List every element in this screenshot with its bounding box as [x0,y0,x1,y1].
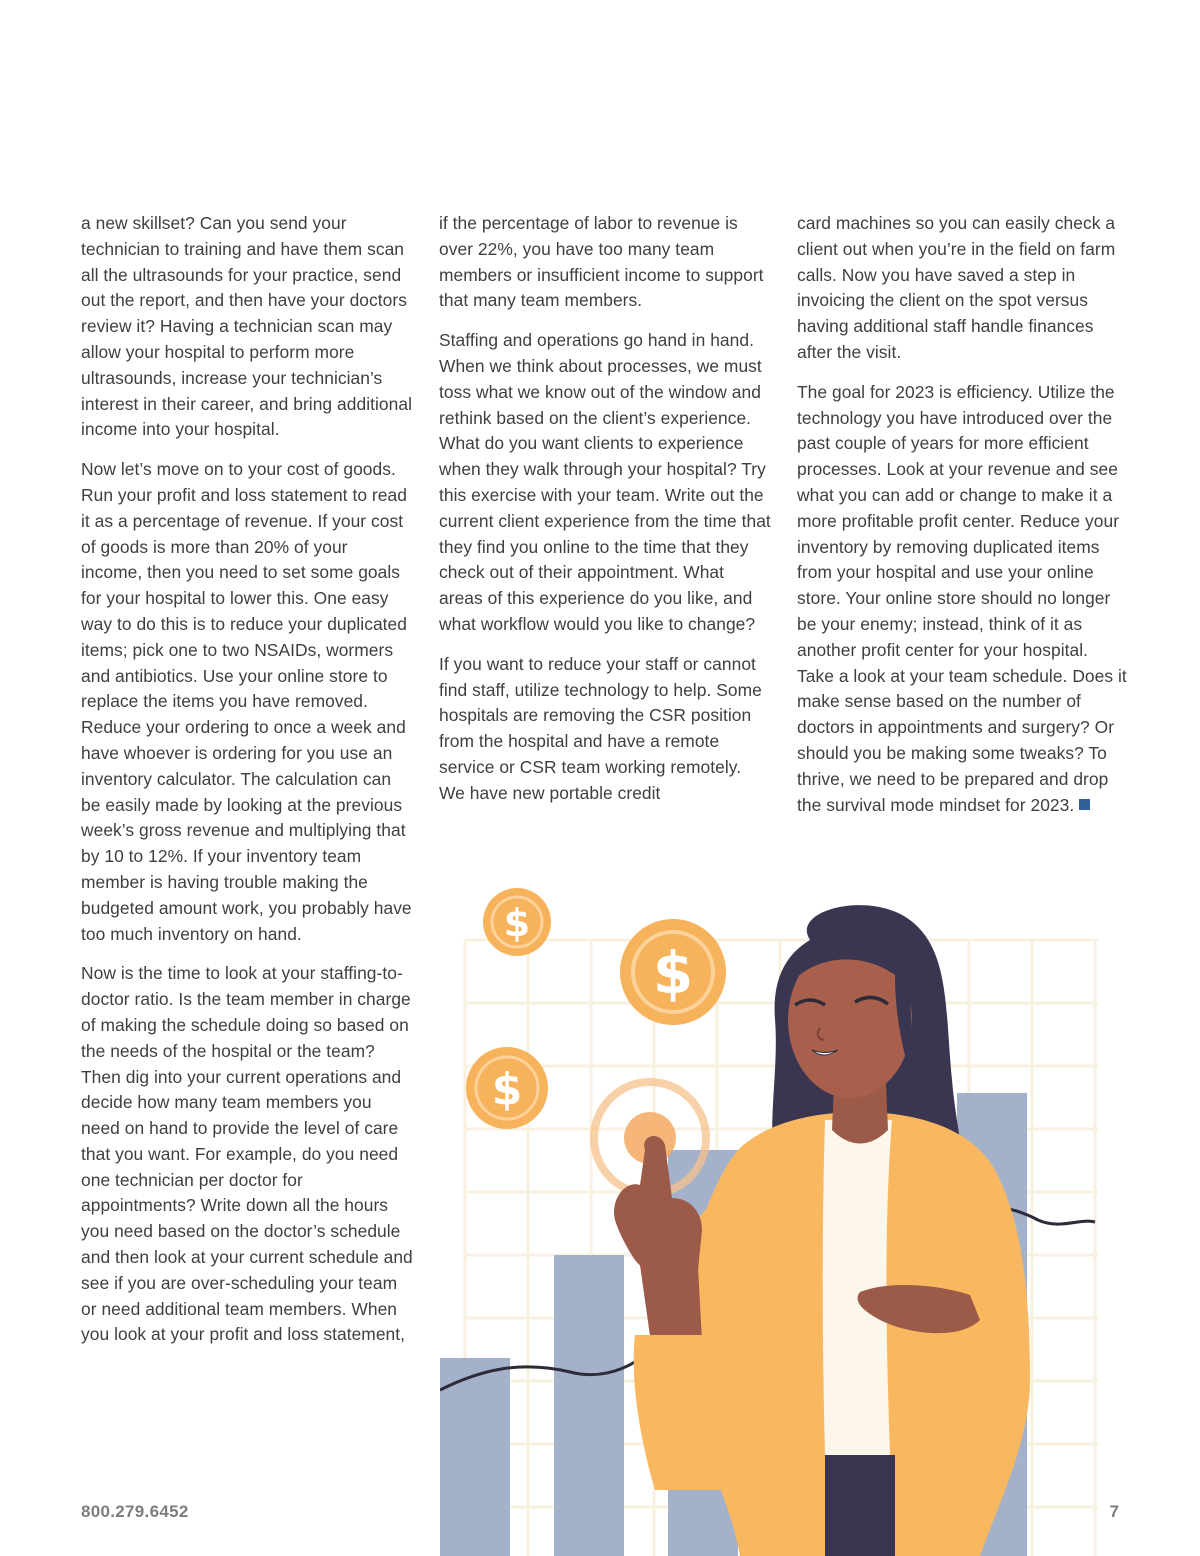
coin-icon [466,1047,548,1129]
paragraph-last [797,380,1127,819]
article-column-2 [439,211,771,821]
end-mark-icon [1079,799,1090,810]
finance-woman-illustration [440,880,1120,1556]
coin-icon [483,888,551,956]
footer-phone: 800.279.6452 [81,1502,189,1521]
paragraph: Now let’s move on to your cost of goods. Run your profit and loss statement to read it as a percentage of revenue. If your cost of goods is more than 20% of your income, then you need to set some goals for your hospital to lower this. One easy way to do this is to reduce your duplicated items; pick one to two NSAIDs, wormers and antibiotics. Use your online store to replace the items you have removed. Reduce your ordering to once a week and have whoever is ordering for you use an inventory calculator. The calculation can be easily made by looking at the previous week’s gross revenue and multiplying that by 10 to 12%. If your inventory team member is having trouble making the budgeted amount work, you probably have too much inventory on hand. [81,459,412,944]
bar [554,1255,624,1556]
paragraph-text: The goal for 2023 is efficiency. Utilize the technology you have introduced over the past couple of years for more efficient processes. Look at your revenue and see what you can add or change to make it a more profitable profit center. Reduce your inventory by removing duplicated items from your hospital and use your online store. Your online store should no longer be your enemy; instead, think of it as another profit center for your hospital. Take a look at your team schedule. Does it make sense based on the number of doctors in appointments and surgery? Or should you be making some tweaks? To thrive, we need to be prepared and drop the survival mode mindset for 2023. [797,381,1127,815]
page-number: 7 [1109,1502,1119,1521]
paragraph: If you want to reduce your staff or cannot find staff, utilize technology to help. Some hospitals are removing the CSR position from the hospital and have a remote service or CSR team working remotely. We have new portable credit [439,653,762,803]
paragraph: Staffing and operations go hand in hand. When we think about processes, we must toss what we know out of the window and rethink based on the client’s experience. What do you want clients to experience when they walk through your hospital? Try this exercise with your team. Write out the current client experience from the time that they find you online to the time that they check out of their appointment. What areas of this experience do you like, and what workflow would you like to change? [439,330,771,634]
article-column-1 [81,211,413,1362]
paragraph: a new skillset? Can you send your technician to training and have them scan all the ultrasounds for your practice, send out the report, and then have your doctors review it? Having a technician scan may allow your hospital to perform more ultrasounds, increase your technician’s interest in their career, and bring additional income into your hospital. [81,213,412,440]
coin-icon [620,919,726,1025]
paragraph: card machines so you can easily check a client out when you’re in the field on farm calls. Now you have saved a step in invoicing the client on the spot versus having additional staff handle finances after the visit. [797,213,1116,362]
coin-symbol: $ [503,901,531,945]
coin-symbol: $ [652,939,694,1007]
coin-symbol: $ [491,1064,523,1115]
bar [440,1358,510,1556]
paragraph: Now is the time to look at your staffing-to-doctor ratio. Is the team member in charge of making the schedule doing so based on the needs of the hospital or the team? Then dig into your current operations and decide how many team members you need on hand to provide the level of care that you want. For example, do you need one technician per doctor for appointments? Write down all the hours you need based on the doctor’s schedule and then look at your current schedule and see if you are over-scheduling your team or need additional team members. When you look at your profit and loss statement, [81,963,413,1345]
sleeve-cuff [634,1335,738,1490]
article-column-3 [797,211,1127,832]
pants [825,1455,895,1556]
paragraph: if the percentage of labor to revenue is over 22%, you have too many team members or insufficient income to support that many team members. [439,213,764,311]
